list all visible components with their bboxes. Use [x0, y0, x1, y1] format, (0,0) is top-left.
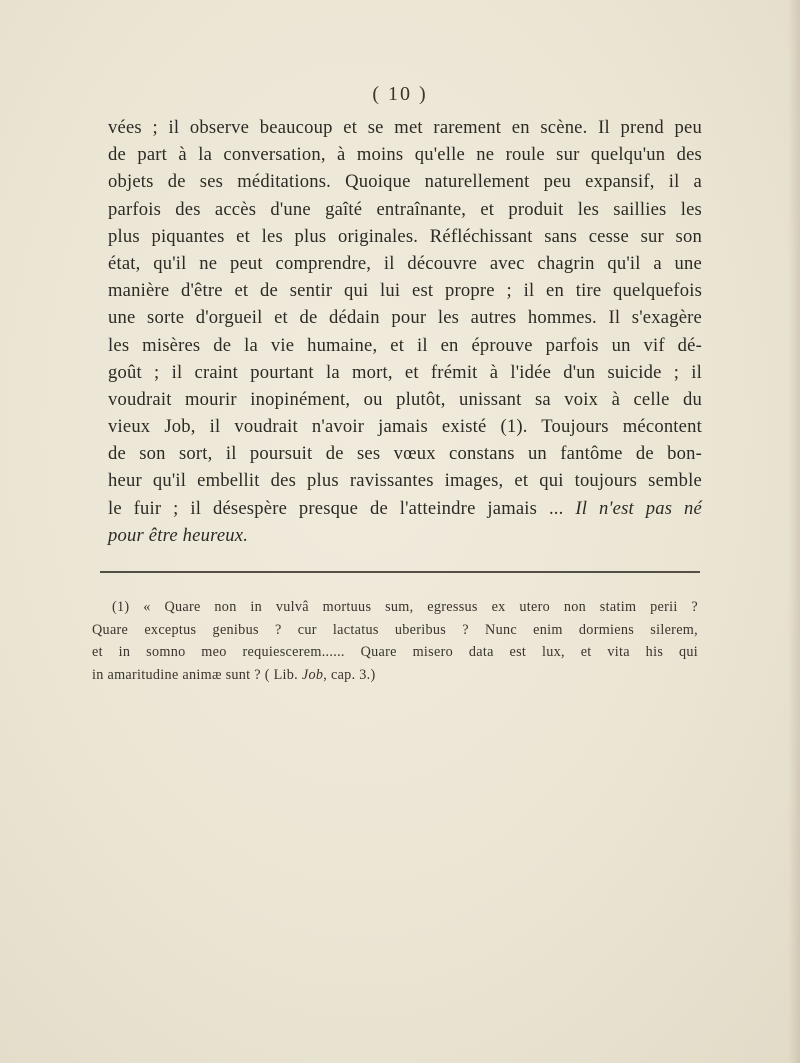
italic-phrase: pour être heureux.	[108, 524, 249, 546]
footnote-line: (1) « Quare non in vulvâ mortuus sum, egressus ex utero non statim perii ?	[112, 599, 698, 615]
body-line: goût ; il craint pourtant la mort, et frémit à l'idée d'un suicide ; il	[108, 361, 702, 383]
footnote-separator-rule	[100, 571, 700, 573]
body-line: heur qu'il embellit des plus ravissantes images, et qui toujours semble	[108, 470, 702, 492]
italic-phrase: Il n'est pas né	[575, 497, 702, 519]
footnote-text: in amaritudine animæ sunt ? ( Lib.	[92, 666, 299, 683]
body-line: de part à la conversation, à moins qu'elle ne roule sur quelqu'un des	[108, 144, 702, 166]
footnote-line: et in somno meo requiescerem...... Quare misero data est lux, et vita his qui	[92, 644, 698, 660]
footnote-line	[92, 664, 698, 687]
footnote-text: , cap. 3.)	[323, 666, 376, 683]
body-line: vieux Job, il voudrait n'avoir jamais existé (1). Toujours mécontent	[108, 416, 702, 438]
footnote	[92, 596, 698, 686]
footnote-italic: Job	[301, 666, 324, 683]
body-line: plus piquantes et les plus originales. Réfléchissant sans cesse sur son	[108, 225, 702, 247]
body-line: manière d'être et de sentir qui lui est propre ; il en tire quelquefois	[108, 280, 702, 302]
body-line: objets de ses méditations. Quoique naturellement peu expansif, il a	[108, 171, 702, 193]
body-line-text: le fuir ; il désespère presque de l'atteindre jamais ...	[108, 497, 564, 519]
body-line: les misères de la vie humaine, et il en éprouve parfois un vif dé-	[108, 334, 702, 356]
body-line: état, qu'il ne peut comprendre, il découvre avec chagrin qu'il a une	[108, 252, 702, 274]
body-line: de son sort, il poursuit de ses vœux constans un fantôme de bon-	[108, 443, 702, 465]
page-number: ( 10 )	[372, 83, 428, 105]
body-line-with-italic	[108, 495, 702, 522]
body-text	[108, 114, 702, 549]
body-line: voudrait mourir inopinément, ou plutôt, unissant sa voix à celle du	[108, 388, 702, 410]
body-line-italic	[108, 522, 702, 549]
body-line: une sorte d'orgueil et de dédain pour les autres hommes. Il s'exagère	[108, 307, 702, 329]
footnote-line: Quare exceptus genibus ? cur lactatus uberibus ? Nunc enim dormiens silerem,	[92, 621, 698, 638]
body-line: parfois des accès d'une gaîté entraînante, et produit les saillies les	[108, 198, 702, 220]
page-edge-shadow	[788, 0, 800, 1063]
body-line: vées ; il observe beaucoup et se met rarement en scène. Il prend peu	[108, 117, 702, 138]
